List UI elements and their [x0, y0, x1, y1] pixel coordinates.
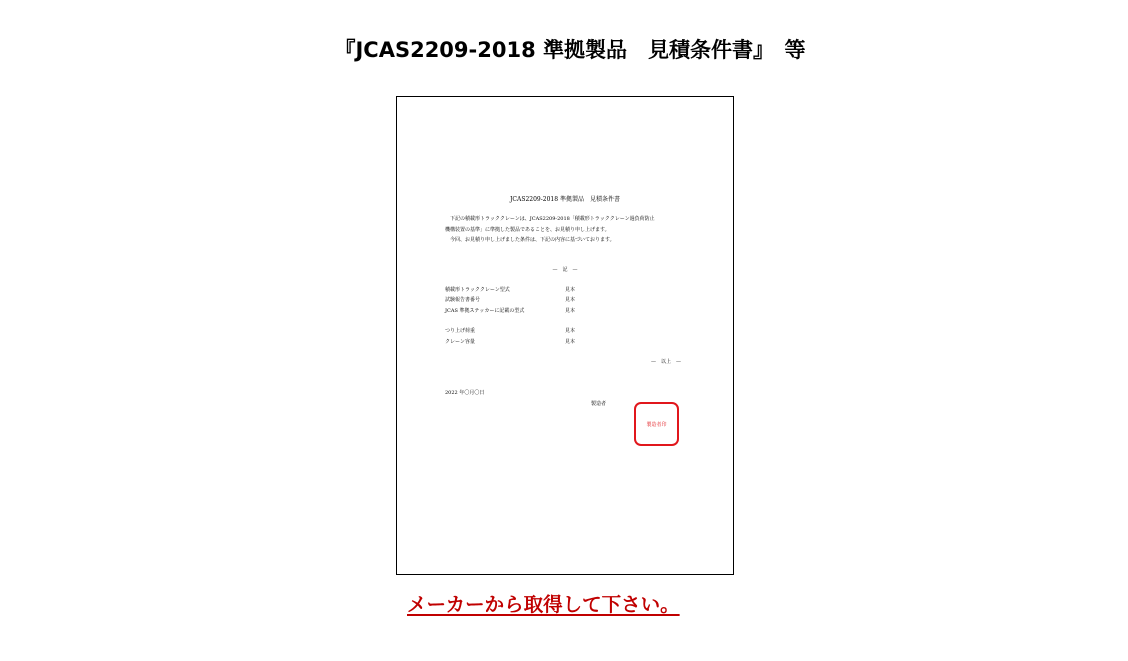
intro-line: 機構装置の基準」に準拠した製品であることを、お見積り申し上げます。	[445, 226, 610, 233]
intro-line: 今回、お見積り申し上げました条件は、下記の内容に基づいております。	[445, 237, 615, 243]
document-intro	[445, 214, 695, 246]
item-value: 見本	[565, 287, 576, 293]
document-preview	[396, 96, 734, 575]
list-item	[445, 327, 645, 337]
item-label: つり上げ荷重	[445, 328, 476, 335]
ki-heading: — 記 —	[552, 267, 578, 273]
document-title: JCAS2209-2018 準拠製品 見積条件書	[510, 196, 620, 203]
condition-list	[445, 286, 645, 348]
list-item	[445, 338, 645, 348]
item-label: JCAS 準拠ステッカーに記載の型式	[445, 307, 525, 314]
instruction-note: メーカーから取得して下さい。	[407, 593, 680, 616]
document-date: 2022 年〇月〇日	[445, 390, 485, 396]
item-value: 見本	[565, 297, 576, 304]
item-label: 積載形トラッククレーン型式	[445, 287, 510, 293]
item-label: 試験報告書番号	[445, 297, 481, 304]
item-value: 見本	[565, 307, 576, 314]
list-item	[445, 286, 645, 296]
list-item	[445, 296, 645, 306]
ijo-footer: — 以上 —	[651, 359, 682, 365]
page-title: 『JCAS2209-2018 準拠製品 見積条件書』 等	[334, 38, 806, 62]
item-label: クレーン容量	[445, 338, 475, 345]
intro-line: 下記の積載形トラッククレーンは、JCAS2209-2018「積載形トラッククレーン過負荷防止	[445, 216, 655, 222]
item-value: 見本	[565, 328, 576, 335]
maker-seal-stamp	[634, 402, 679, 446]
item-value: 見本	[565, 338, 576, 345]
list-item	[445, 307, 645, 317]
stamp-text: 製造者印	[646, 421, 667, 428]
maker-label: 製造者	[591, 401, 607, 407]
